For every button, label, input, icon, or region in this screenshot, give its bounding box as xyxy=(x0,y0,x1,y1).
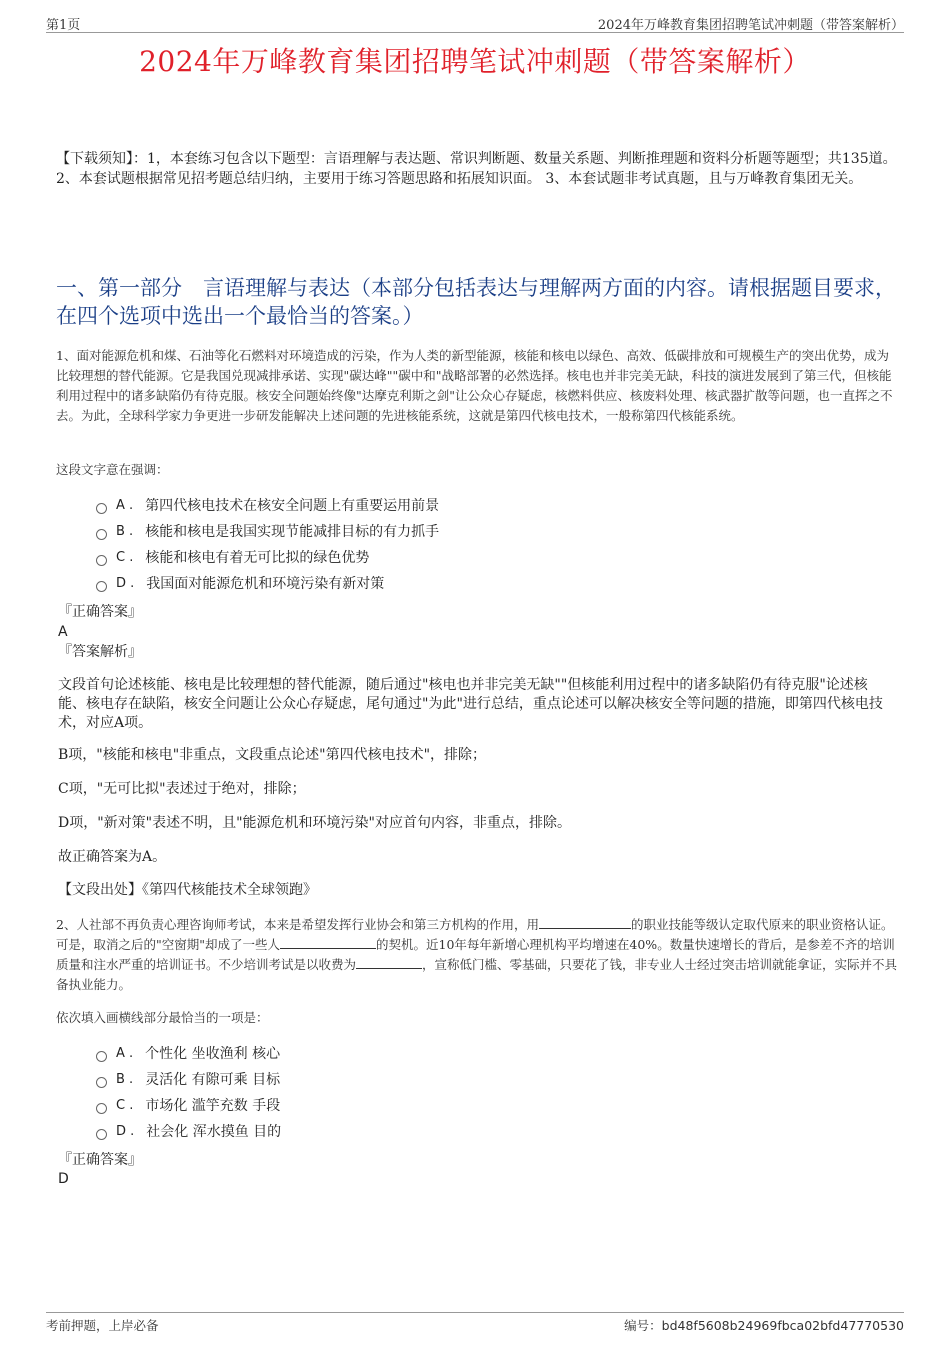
footer-slogan: 考前押题，上岸必备 xyxy=(46,1318,159,1333)
question-2-option-a[interactable]: A . 个性化 坐收渔利 核心 xyxy=(96,1044,280,1064)
question-1-analysis-d: D项，"新对策"表述不明，且"能源危机和环境污染"对应首句内容，非重点，排除。 xyxy=(58,815,571,831)
question-2-prompt: 依次填入画横线部分最恰当的一项是： xyxy=(56,1010,269,1025)
section-title: 一、第一部分 言语理解与表达（本部分包括表达与理解两方面的内容。请根据题目要求，在四个选项中选出一个最恰当的答案。） xyxy=(56,276,896,328)
radio-icon[interactable] xyxy=(96,529,107,540)
question-2-option-c[interactable]: C . 市场化 滥竽充数 手段 xyxy=(96,1096,280,1116)
download-notice: 【下载须知】：1，本套练习包含以下题型：言语理解与表达题、常识判断题、数量关系题、判断推理题和资料分析题等题型；共135道。 2、本套试题根据常见招考题总结归纳，主要用于练习答题思路和拓展知识面。 3、本套试题非考试真题，且与万峰教育集团无关。 xyxy=(56,151,897,187)
question-1-option-a[interactable]: A . 第四代核电技术在核安全问题上有重要运用前景 xyxy=(96,496,439,516)
radio-icon[interactable] xyxy=(96,503,107,514)
question-1-analysis-c: C项，"无可比拟"表述过于绝对，排除； xyxy=(58,781,306,797)
radio-icon[interactable] xyxy=(96,555,107,566)
question-1-option-c[interactable]: C . 核能和核电有着无可比拟的绿色优势 xyxy=(96,548,369,568)
radio-icon[interactable] xyxy=(96,1103,107,1114)
question-2-option-d[interactable]: D . 社会化 浑水摸鱼 目的 xyxy=(96,1122,281,1142)
footer-code: 编号：bd48f5608b24969fbca02bfd47770530 xyxy=(624,1318,904,1333)
question-1-analysis-b: B项，"核能和核电"非重点，文段重点论述"第四代核电技术"，排除； xyxy=(58,747,487,763)
question-1-option-b[interactable]: B . 核能和核电是我国实现节能减排目标的有力抓手 xyxy=(96,522,439,542)
header-doc-title: 2024年万峰教育集团招聘笔试冲刺题（带答案解析） xyxy=(597,18,904,33)
question-1-source: 【文段出处】《第四代核能技术全球领跑》 xyxy=(58,882,317,898)
question-2-answer-label: 『正确答案』 xyxy=(58,1152,142,1168)
radio-icon[interactable] xyxy=(96,1077,107,1088)
question-1-option-d[interactable]: D . 我国面对能源危机和环境污染有新对策 xyxy=(96,574,384,594)
fill-blank-3[interactable] xyxy=(356,956,422,969)
page-title: 2024年万峰教育集团招聘笔试冲刺题（带答案解析） xyxy=(139,45,811,78)
question-1-answer-label: 『正确答案』 xyxy=(58,604,142,620)
question-2-stem: 2、人社部不再负责心理咨询师考试，本来是希望发挥行业协会和第三方机构的作用，用 的职业技能等级认定取代原来的职业资格认证。可是，取消之后的"空窗期"却成了一些人 的契机。近10年每年新增心理机构平均增速在40%。数量快速增长的背后，是参差不齐的培训质量和注水严重的培训证书。不少培训考试是以收费为 ，宣称低门槛、零基础，只要花了钱，非专业人士经过突击培训就能拿证，实际并不具备执业能力。 xyxy=(56,917,898,992)
radio-icon[interactable] xyxy=(96,581,107,592)
page-footer xyxy=(46,1312,904,1335)
question-1-analysis-main: 文段首句论述核能、核电是比较理想的替代能源，随后通过"核电也并非完美无缺""但核能利用过程中的诸多缺陷仍有待克服"论述核能、核电存在缺陷，核安全问题让公众心存疑虑，尾句通过"为此"进行总结，重点论述可以解决核安全等问题的措施，即第四代核电技术，对应A项。 xyxy=(58,677,883,731)
radio-icon[interactable] xyxy=(96,1129,107,1140)
question-1-answer: A xyxy=(58,624,68,640)
radio-icon[interactable] xyxy=(96,1051,107,1062)
page-number: 第1页 xyxy=(46,18,81,33)
question-1-prompt: 这段文字意在强调： xyxy=(56,462,169,477)
question-1-analysis-label: 『答案解析』 xyxy=(58,644,142,660)
page-header xyxy=(46,14,904,33)
question-1-stem: 1、面对能源危机和煤、石油等化石燃料对环境造成的污染，作为人类的新型能源，核能和核电以绿色、高效、低碳排放和可规模生产的突出优势，成为比较理想的替代能源。它是我国兑现减排承诺、实现"碳达峰""碳中和"战略部署的必然选择。核电也并非完美无缺，科技的演进发展到了第三代，但核能利用过程中的诸多缺陷仍有待克服。核安全问题始终像"达摩克利斯之剑"让公众心存疑虑，核燃料供应、核废料处理、核武器扩散等问题，也一直挥之不去。为此，全球科学家力争更进一步研发能解决上述问题的先进核能系统，这就是第四代核电技术，一般称第四代核能系统。 xyxy=(56,348,893,423)
question-2-option-b[interactable]: B . 灵活化 有隙可乘 目标 xyxy=(96,1070,280,1090)
fill-blank-2[interactable] xyxy=(280,936,376,949)
question-2-answer: D xyxy=(58,1171,69,1187)
fill-blank-1[interactable] xyxy=(539,916,631,929)
question-1-analysis-conclusion: 故正确答案为A。 xyxy=(58,849,167,865)
